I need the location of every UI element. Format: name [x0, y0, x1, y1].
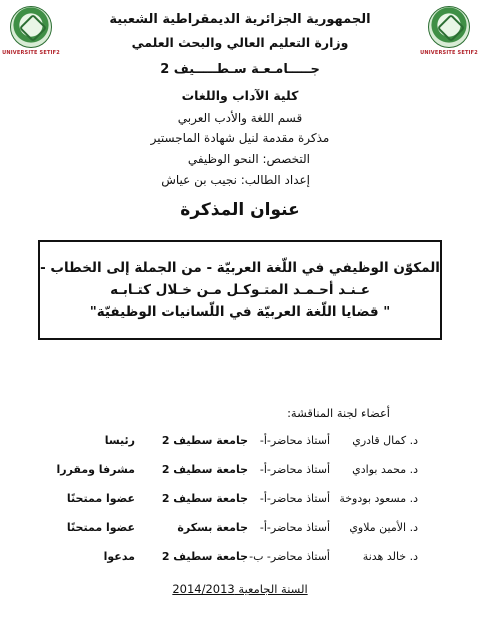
committee-row [0, 521, 480, 541]
student-line: إعداد الطالب: نجيب بن عياش [161, 173, 310, 187]
faculty-line: كلية الآداب واللغات [181, 88, 299, 103]
academic-year: السنة الجامعية 2014/2013 [172, 582, 308, 596]
logo-caption-right: UNIVERSITE SETIF2 [420, 50, 478, 56]
member-university: جامعة سطيف 2 [161, 434, 248, 447]
member-role: عضوا ممتحنًا [66, 492, 135, 505]
member-role: مدعوا [103, 550, 135, 563]
committee-row [0, 463, 480, 483]
thesis-title-line-3: " قضايا اللّغة العربيّة في اللّسانيات الوظيفيّة" [89, 304, 391, 320]
memo-line: مذكرة مقدمة لنيل شهادة الماجستير [150, 131, 330, 145]
member-university: جامعة سطيف 2 [161, 463, 248, 476]
logo-caption-left: UNIVERSITE SETIF2 [2, 50, 60, 56]
member-rank: أستاذ محاضر-أ- [259, 521, 330, 534]
title-heading: عنوان المذكرة [180, 200, 300, 220]
member-role: مشرفا ومقررا [56, 463, 135, 476]
department-line: قسم اللغة والأدب العربي [177, 111, 303, 125]
member-name: د. مسعود بودوخة [339, 492, 418, 505]
member-name: د. الأمين ملاوي [349, 521, 418, 534]
university-line: جـــــامـعـة سـطـــــيف 2 [160, 62, 320, 77]
committee-row [0, 492, 480, 512]
republic-line: الجمهورية الجزائرية الديمقراطية الشعبية [109, 12, 371, 27]
member-rank: أستاذ محاضر-أ- [259, 492, 330, 505]
member-university: جامعة سطيف 2 [161, 550, 248, 563]
member-name: د. خالد هدنة [362, 550, 418, 563]
member-university: جامعة سطيف 2 [161, 492, 248, 505]
member-role: رئيسا [104, 434, 135, 447]
member-rank: أستاذ محاضر-أ- [259, 434, 330, 447]
member-name: د. كمال قادري [352, 434, 418, 447]
member-university: جامعة بسكرة [177, 521, 248, 534]
member-role: عضوا ممتحنًا [66, 521, 135, 534]
member-rank: أستاذ محاضر-أ- [259, 463, 330, 476]
committee-row [0, 550, 480, 570]
committee-label: أعضاء لجنة المناقشة: [287, 406, 390, 420]
ministry-line: وزارة التعليم العالي والبحث العلمي [131, 35, 349, 50]
thesis-title-line-2: عـنـد أحـمـد المتـوكـل مـن خـلال كتـابـه [110, 282, 370, 298]
member-rank: أستاذ محاضر- ب- [249, 550, 330, 563]
thesis-title-box [38, 240, 442, 340]
committee-row [0, 434, 480, 454]
specialty-line: التخصص: النحو الوظيفي [187, 152, 310, 166]
member-name: د. محمد بوادي [352, 463, 418, 476]
thesis-title-line-1: المكوّن الوظيفي في اللّغة العربيّة - من الجملة إلى الخطاب - [40, 260, 440, 276]
